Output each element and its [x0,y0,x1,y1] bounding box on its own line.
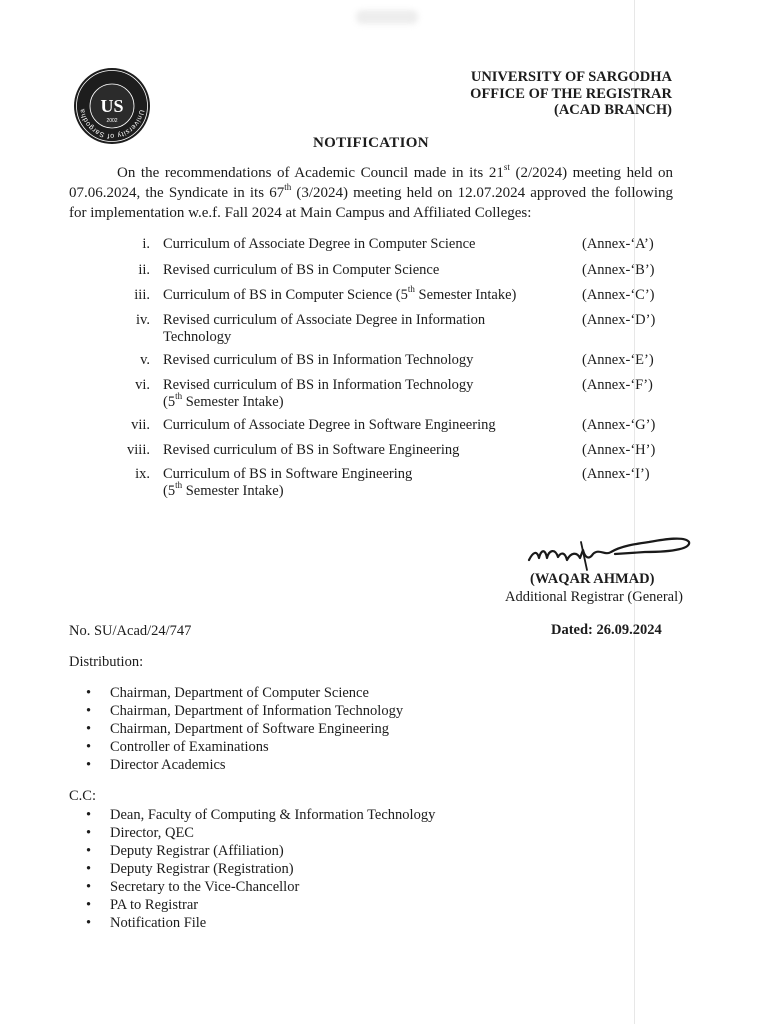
annex-ref: (Annex-‘B’) [582,262,655,278]
annex-ref: (Annex-‘E’) [582,352,654,368]
org-line-office: OFFICE OF THE REGISTRAR [470,85,672,102]
cc-list [86,806,435,932]
list-item: • PA to Registrar [86,897,199,913]
list-item: • Deputy Registrar (Registration) [86,861,294,877]
issue-date: Dated: 26.09.2024 [551,622,662,638]
list-item: • Deputy Registrar (Affiliation) [86,843,284,859]
list-item: • Controller of Examinations [86,739,269,755]
list-item: • Chairman, Department of Computer Science [86,685,369,701]
list-item: • Director, QEC [86,825,194,841]
list-item: • Chairman, Department of Information Technology [86,703,404,719]
reference-number: No. SU/Acad/24/747 [69,623,192,639]
university-logo [72,66,152,146]
intro-paragraph: On the recommendations of Academic Council made in its 21st (2/2024) meeting held on 07.06.2024, the Syndicate in its 67th (3/2024) meeting held on 12.07.2024 approved the following for implementation w.e.f. Fall 2024 at Main Campus and Affiliated Colleges: [69,162,673,221]
org-line-university: UNIVERSITY OF SARGODHA [470,69,672,85]
signatory-designation: Additional Registrar (General) [505,589,683,605]
list-item: • Notification File [86,915,207,931]
list-item: • Chairman, Department of Software Engineering [86,721,390,737]
annex-ref: (Annex-‘F’) [582,377,653,393]
org-line-branch: (ACAD BRANCH) [553,102,672,118]
annex-ref: (Annex-‘C’) [582,287,655,303]
distribution-list [86,684,403,774]
distribution-label: Distribution: [69,654,144,670]
annex-ref: (Annex-‘G’) [582,417,656,433]
signatory-name: (WAQAR AHMAD) [530,571,655,587]
annex-ref: (Annex-‘D’) [582,312,656,328]
annex-ref: (Annex-‘I’) [582,466,650,482]
notification-document: University of Sargodha US 2002 UNIVERSITY OF SARGODHA OFFICE OF THE REGISTRAR (ACAD BRANCH) NOTIFICATION On the recommendations of Academic Council made in its 21st (2/2024) meeting held on 07.06.2024, the Syndicate in its 67th (3/2024) meeting held on 12.07.2024 approved the following for implementation w.e.f. Fall 2024 at Main Campus and Affiliated Colleges: i. Curriculum of Associate Degree in Computer Science (Annex-‘A’) ii. Revised curriculum of BS in Computer Science (Annex-‘B’) iii. Curriculum of BS in Computer Science (5th Semester Intake) (Annex-‘C’) iv. Revised curriculum of Associate Degree in Information Technology (Annex-‘D’) v. Revised curriculum of BS in Information Technology (Annex-‘E’) vi. Revised curriculum of BS in Information Technology (5th Semester Intake) (Annex-‘F’) vii. Curriculum of Associate Degree in Software Engineering (Annex-‘G’) viii. Revised curriculum of BS in Software Engineering (Annex-‘H’) ix. Curriculum of BS in Software Engineering (5th Semester Intake) (Annex-‘I’) (WAQAR AHMAD) Additional Registrar (General) No. SU/Acad/24/747 Dated: 26.09.2024 Distribution: • Chairman, Department of Computer Science • Chairman, Department of Information Technology • Chairman, Department of Software Engineering • Controller of Examinations • Director Academics C.C: • Dean, Faculty of Computing & Information Technology • Director, QEC • Deputy Registrar (Affiliation) • Deputy Registrar (Registration) • Secretary to the Vice-Chancellor • PA to Registrar • Notification File [0,0,768,1024]
annex-ref: (Annex-‘A’) [582,236,654,252]
handwritten-signature [525,530,695,575]
logo-ring-text: University of Sargodha [79,107,145,140]
annex-ref: (Annex-‘H’) [582,442,656,458]
logo-initials: US [100,96,124,116]
list-item: • Director Academics [86,757,226,773]
scan-smudge [356,10,418,24]
scan-fold-line [634,0,635,1024]
logo-year: 2002 [106,118,118,124]
list-item: • Secretary to the Vice-Chancellor [86,879,300,895]
issuing-office [470,69,672,119]
cc-label: C.C: [69,788,96,804]
document-title: NOTIFICATION [313,135,429,151]
list-item: • Dean, Faculty of Computing & Information Technology [86,807,436,823]
